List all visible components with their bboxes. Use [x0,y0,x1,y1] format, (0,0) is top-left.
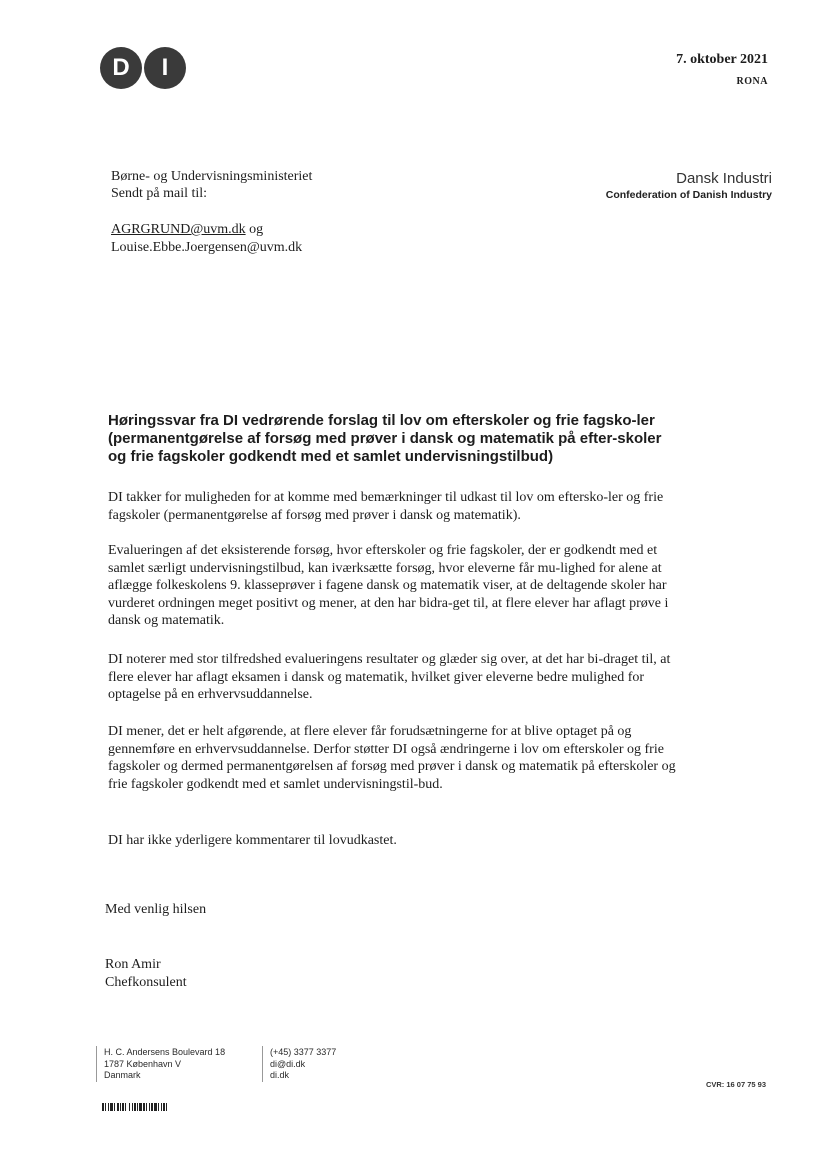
email-louise: Louise.Ebbe.Joergensen@uvm.dk [111,240,303,255]
paragraph-3: DI noterer med stor tilfredshed evalueringens resultater og glæder sig over, at det har bi-draget til, at flere elever har aflagt eksamen i dansk og matematik, hvilket giver eleverne bedre mulighed for optagelse på en erhvervsuddannelse. [108,652,671,703]
footer-divider-left [96,1046,97,1082]
footer-city: 1787 København V [104,1058,182,1069]
email-separator: og [245,222,264,237]
recipient-sent-label: Sendt på mail til: [111,186,208,201]
logo-letter-d: D [100,47,142,89]
signature-title: Chefkonsulent [105,975,187,990]
footer-street: H. C. Andersens Boulevard 18 [104,1047,226,1057]
letter-heading: Høringssvar fra DI vedrørende forslag til lov om efterskoler og frie fagsko-ler (permanentgørelse af forsøg med prøver i dansk og matematik på efter-skoler og frie fagskoler godkendt med et samlet undervisningstilbud) [108,412,662,465]
barcode-graphic [102,1103,226,1111]
email-link-agrgrund[interactable]: AGRGRUND@uvm.dk [111,222,246,237]
footer-cvr: CVR: 16 07 75 93 [705,1080,766,1089]
barcode [102,1103,226,1111]
letter-date: 7. oktober 2021 [676,52,768,67]
footer-web: di.dk [270,1070,290,1080]
footer-contact [270,1047,336,1082]
author-initials: RONA [736,76,768,87]
signature-name: Ron Amir [105,957,161,972]
signature [105,956,187,992]
logo-letter-i: I [144,47,186,89]
footer-country: Danmark [104,1070,141,1080]
org-subtitle: Confederation of Danish Industry [605,189,772,201]
recipient-block [111,168,312,202]
org-name: Dansk Industri [676,170,772,187]
recipient-name: Børne- og Undervisningsministeriet [111,169,313,184]
paragraph-1: DI takker for muligheden for at komme med bemærkninger til udkast til lov om eftersko-ler og frie fagskoler (permanentgørelse af forsøg med prøver i dansk og matematik). [108,490,664,523]
paragraph-4: DI mener, det er helt afgørende, at flere elever får forudsætningerne for at blive optaget på og gennemføre en erhvervsuddannelse. Derfor støtter DI også ændringerne i lov om efterskoler og frie fagskoler og dermed permanentgørelsen af forsøg med prøver i dansk og matematik på efterskoler og frie fagskoler godkendt med et samlet undervisningstil-bud. [108,724,676,792]
di-logo [100,47,188,89]
footer-divider-middle [262,1046,263,1082]
paragraph-2: Evalueringen af det eksisterende forsøg, hvor efterskoler og frie fagskoler, der er godkendt med et samlet særligt undervisningstilbud, kan iværksætte forsøg, hvor eleverne får mu-lighed for alene at aflægge folkeskolens 9. klasseprøver i fagene dansk og matematik viser, at de deltagende skoler har vurderet ordningen meget positivt og mener, at den har bidra-get til, at flere elever har aflagt prøve i dansk og matematik. [108,543,669,629]
closing: Med venlig hilsen [105,902,207,917]
footer-address [104,1047,225,1082]
footer-email: di@di.dk [270,1058,306,1069]
recipient-emails [111,221,302,257]
paragraph-5: DI har ikke yderligere kommentarer til lovudkastet. [108,833,397,848]
footer-phone: (+45) 3377 3377 [270,1047,337,1057]
